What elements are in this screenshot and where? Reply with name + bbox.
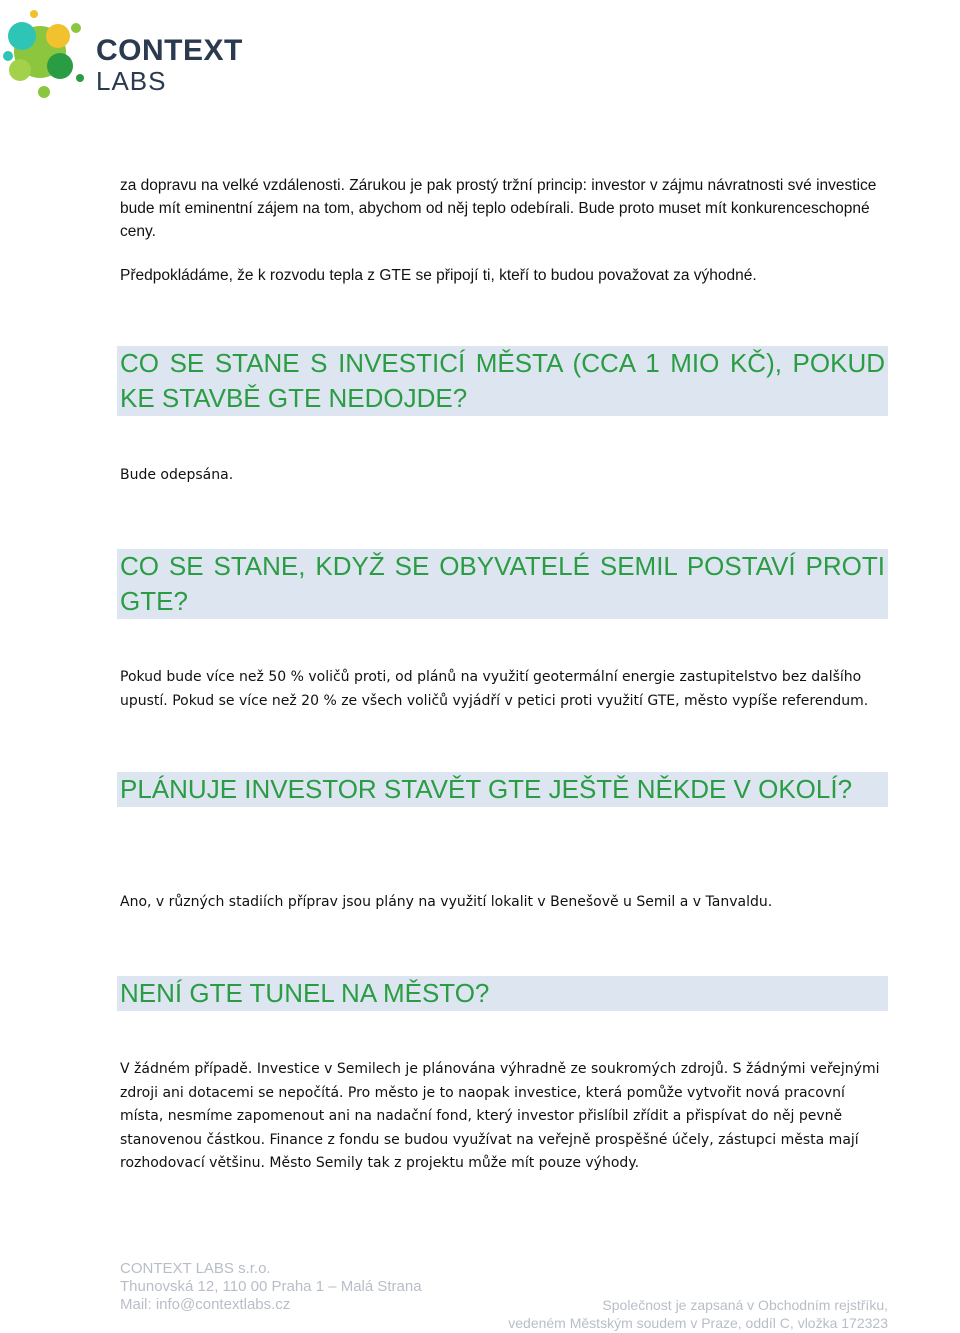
section-text: Bude odepsána.	[120, 467, 234, 483]
footer-address: Thunovská 12, 110 00 Praha 1 – Malá Strana	[120, 1278, 422, 1295]
logo-line-labs: LABS	[96, 66, 167, 96]
footer-mail: Mail: info@contextlabs.cz	[120, 1296, 291, 1313]
section-body-investment	[120, 464, 888, 488]
section-heading-tunnel: NENÍ GTE TUNEL NA MĚSTO?	[117, 976, 888, 1011]
section-heading-opposition: CO SE STANE, KDYŽ SE OBYVATELÉ SEMIL POSTAVÍ PROTI GTE?	[117, 549, 888, 619]
paint-splash-icon	[0, 0, 110, 110]
paragraph-text: Předpokládáme, že k rozvodu tepla z GTE se připojí ti, kteří to budou považovat za výhodné.	[120, 267, 757, 284]
paragraph-text: za dopravu na velké vzdálenosti. Zárukou je pak prostý tržní princip: investor v zájmu návratnosti své investice bude mít eminentní zájem na tom, abychom od něj teplo odebírali. Bude proto muset mít konkurenceschopné ceny.	[120, 177, 877, 240]
section-text: Ano, v různých stadiích příprav jsou plány na využití lokalit v Benešově u Semil a v Tanvaldu.	[120, 894, 773, 910]
section-text: Pokud bude více než 50 % voličů proti, od plánů na využití geotermální energie zastupitelstvo bez dalšího upustí. Pokud se více než 20 % ze všech voličů vyjádří v petici proti využití GTE, město vypíše referendum.	[120, 669, 869, 709]
section-body-other-locations	[120, 891, 888, 915]
logo-line-context: CONTEXT	[96, 34, 243, 67]
section-body-tunnel	[120, 1058, 888, 1176]
intro-paragraph	[120, 174, 888, 243]
page-footer	[120, 1260, 888, 1331]
footer-registry-line1: Společnost je zapsaná v Obchodním rejstříku,	[602, 1297, 888, 1313]
assumption-paragraph	[120, 264, 888, 287]
footer-company: CONTEXT LABS s.r.o.	[120, 1260, 271, 1277]
section-body-opposition	[120, 666, 888, 713]
footer-registry-line2: vedeném Městským soudem v Praze, oddíl C, vložka 172323	[508, 1315, 888, 1331]
section-heading-other-locations: PLÁNUJE INVESTOR STAVĚT GTE JEŠTĚ NĚKDE V OKOLÍ?	[117, 772, 888, 807]
section-heading-investment: CO SE STANE S INVESTICÍ MĚSTA (CCA 1 MIO KČ), POKUD KE STAVBĚ GTE NEDOJDE?	[117, 346, 888, 416]
company-logo	[0, 0, 260, 110]
section-text: V žádném případě. Investice v Semilech je plánována výhradně ze soukromých zdrojů. S žádnými veřejnými zdroji ani dotacemi se nepočítá. Pro město je to naopak investice, která pomůže vytvořit nová pracovní místa, nesmíme zapomenout ani na nadační fond, který investor přislíbil zřídit a přispívat do něj pevně stanovenou částkou. Finance z fondu se budou využívat na veřejně prospěšné účely, zástupci města mají rozhodovací většinu. Město Semily tak z projektu může mít pouze výhody.	[120, 1061, 880, 1171]
